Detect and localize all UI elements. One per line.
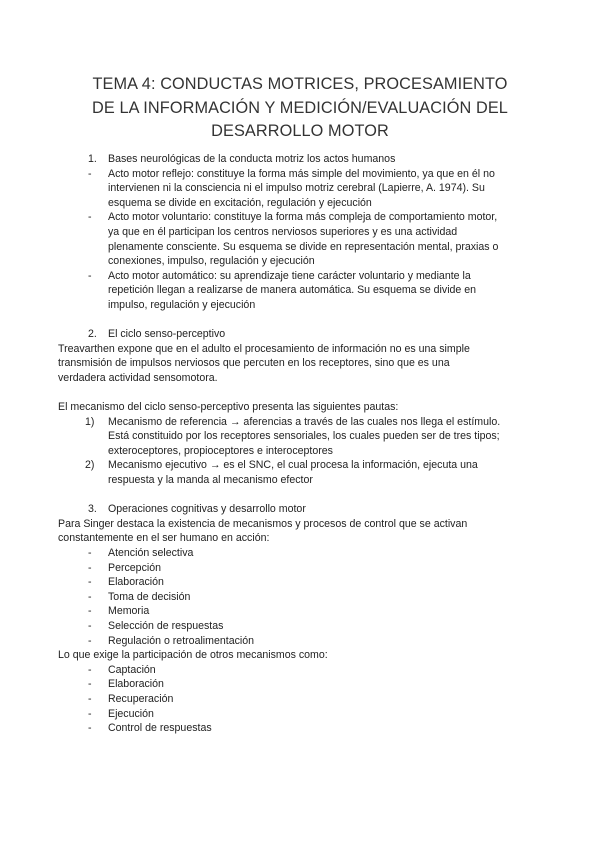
section-heading-text: Operaciones cognitivas y desarrollo motor [108,503,306,516]
ordered-item [58,415,548,430]
bullet-dash: - [88,663,92,676]
list-item-text: Selección de respuestas [108,620,224,632]
bullet-dash: - [88,269,92,282]
list-item [58,167,548,182]
section-number: 3. [88,503,97,516]
bullet-dash: - [88,590,92,603]
bullet-dash: - [88,678,92,691]
section-2-heading [58,327,548,342]
list-item-line: Acto motor automático: su aprendizaje tiene carácter voluntario y mediante la [108,269,471,282]
section-number: 1. [88,153,97,165]
list-item [58,619,548,634]
paragraph-line: transmisión de impulsos nerviosos que percuten en los receptores, sino que es una [58,357,450,370]
list-item-line: Acto motor voluntario: constituye la forma más compleja de comportamiento motor, [108,211,498,224]
paragraph-line: Lo que exige la participación de otros mecanismos como: [58,649,328,662]
list-item-text: Recuperación [108,692,174,705]
section-heading-text: El ciclo senso-perceptivo [108,328,226,341]
list-item-line: impulso, regulación y ejecución [108,298,256,311]
bullet-dash: - [88,707,92,720]
title-line: DE LA INFORMACIÓN Y MEDICIÓN/EVALUACIÓN DEL [92,98,508,117]
paragraph-line: El mecanismo del ciclo senso-perceptivo presenta las siguientes pautas: [58,401,399,414]
list-item-text: Captación [108,663,156,676]
list-item [58,546,548,561]
bullet-dash: - [88,211,92,224]
paragraph-line: verdadera actividad sensomotora. [58,371,218,384]
bullet-dash: - [88,167,92,180]
list-item [58,692,548,707]
list-item-line: esquema se divide en excitación, regulación y ejecución [108,196,372,209]
section-1-heading [58,152,548,167]
list-item-text: Elaboración [108,576,164,589]
ordered-number: 2) [85,459,95,472]
list-item-text: Ejecución [108,707,154,720]
list-item [58,634,548,649]
list-item [58,707,548,722]
ordered-item-line: Mecanismo ejecutivo → es el SNC, el cual procesa la información, ejecuta una [108,459,478,472]
ordered-item [58,458,548,473]
bullet-dash: - [88,634,92,647]
list-item-line: ya que en él participan los centros nerviosos superiores y es una actividad [108,225,458,238]
list-item-text: Percepción [108,561,161,574]
list-item-line: conexiones, impulso, regulación y ejecución [108,255,315,268]
list-item [58,590,548,605]
list-item [58,721,548,736]
ordered-item-line: respuesta y la manda al mecanismo efector [108,474,313,487]
ordered-item-line: Mecanismo de referencia → aferencias a través de las cuales nos llega el estímulo. [108,415,501,428]
list-item [58,663,548,678]
list-item-line: intervienen ni la consciencia ni el impulso motriz cerebral (Lapierre, A. 1974). Su [108,182,485,195]
bullet-dash: - [88,692,92,705]
bullet-dash: - [88,605,92,618]
list-item-text: Control de respuestas [108,722,212,735]
list-item-text: Regulación o retroalimentación [108,634,255,647]
section-heading-text: Bases neurológicas de la conducta motriz los actos humanos [108,153,396,165]
list-item-text: Toma de decisión [108,590,191,603]
list-item-line: plenamente consciente. Su esquema se divide en representación mental, praxias o [108,240,499,253]
bullet-dash: - [88,576,92,589]
bullet-dash: - [88,620,92,632]
bullet-dash: - [88,547,92,560]
paragraph-line: Para Singer destaca la existencia de mecanismos y procesos de control que se activan [58,517,468,530]
list-item-text: Memoria [108,605,150,618]
list-item [58,210,548,225]
list-item-line: repetición llegan a realizarse de manera automática. Su esquema se divide en [108,284,477,297]
list-item [58,604,548,619]
list-item [58,269,548,284]
section-3-heading [58,502,548,517]
list-item [58,575,548,590]
list-item [58,561,548,576]
bullet-dash: - [88,561,92,574]
list-item-text: Atención selectiva [108,547,194,560]
ordered-number: 1) [85,415,95,428]
section-number: 2. [88,328,97,341]
document-title [60,73,540,144]
paragraph-line: constantemente en el ser humano en acción: [58,532,270,545]
ordered-item-line: Está constituido por los receptores sensoriales, los cuales pueden ser de tres tipos; [108,430,500,443]
list-item-line: Acto motor reflejo: constituye la forma más simple del movimiento, ya que en él no [108,167,495,180]
bullet-dash: - [88,722,92,735]
list-item-text: Elaboración [108,678,164,691]
ordered-item-line: exteroceptores, propioceptores e interoceptores [108,444,333,457]
title-line: DESARROLLO MOTOR [211,122,389,140]
document-body [58,152,548,736]
list-item [58,677,548,692]
paragraph-line: Treavarthen expone que en el adulto el procesamiento de información no es una simple [58,342,470,355]
title-line: TEMA 4: CONDUCTAS MOTRICES, PROCESAMIENTO [92,75,508,93]
